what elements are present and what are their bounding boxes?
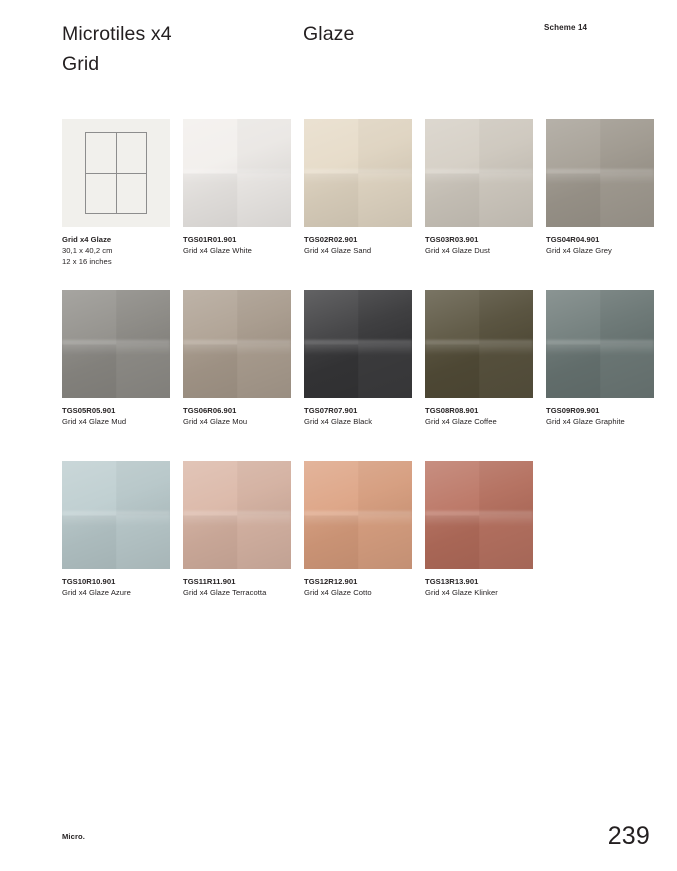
color-swatch xyxy=(304,290,412,398)
swatch-cell[interactable] xyxy=(546,290,654,428)
tile-quadrant xyxy=(359,119,413,173)
scheme-label: Scheme 14 xyxy=(544,23,588,32)
swatch-description: Grid x4 Glaze Mou xyxy=(183,416,248,426)
tile-quadrants xyxy=(304,290,412,398)
swatch-cell[interactable] xyxy=(62,119,170,267)
tile-quadrants xyxy=(62,290,170,398)
tile-quadrant xyxy=(304,461,358,515)
tile-quadrants xyxy=(183,461,291,569)
swatch-code: TGS02R02.901 xyxy=(304,235,358,244)
tile-quadrant xyxy=(480,290,534,344)
color-swatch xyxy=(304,461,412,569)
color-swatch xyxy=(546,290,654,398)
tile-quadrant xyxy=(183,290,237,344)
tile-quadrant xyxy=(183,174,237,228)
tile-quadrant xyxy=(480,461,534,515)
tile-quadrant xyxy=(62,290,116,344)
tile-quadrants xyxy=(425,119,533,227)
tile-quadrants xyxy=(546,119,654,227)
swatch-description: Grid x4 Glaze Klinker xyxy=(425,587,498,597)
tile-quadrant xyxy=(238,461,292,515)
tile-quadrant xyxy=(117,290,171,344)
swatch-caption xyxy=(62,406,192,428)
swatch-description: Grid x4 Glaze Coffee xyxy=(425,416,497,426)
tile-quadrant xyxy=(425,290,479,344)
tile-quadrants xyxy=(183,119,291,227)
tile-quadrant xyxy=(480,174,534,228)
color-swatch xyxy=(183,290,291,398)
page-header xyxy=(0,0,677,100)
tile-quadrant xyxy=(183,461,237,515)
tile-quadrant xyxy=(601,119,655,173)
swatch-row xyxy=(62,461,662,632)
color-swatch xyxy=(546,119,654,227)
page-title-line2: Grid xyxy=(62,52,100,75)
tile-quadrant xyxy=(546,345,600,399)
swatch-code: TGS01R01.901 xyxy=(183,235,237,244)
tile-quadrant xyxy=(304,174,358,228)
swatch-cell[interactable] xyxy=(62,461,170,599)
swatch-description-secondary: 12 x 16 inches xyxy=(62,256,112,266)
grid-tile-diagram xyxy=(62,119,170,227)
tile-quadrant xyxy=(425,516,479,570)
tile-quadrant xyxy=(359,290,413,344)
tile-quadrant xyxy=(425,461,479,515)
tile-quadrant xyxy=(546,174,600,228)
tile-quadrant xyxy=(425,119,479,173)
tile-quadrant xyxy=(425,174,479,228)
page-number: 239 xyxy=(607,822,650,850)
swatch-caption xyxy=(62,577,192,599)
swatch-caption xyxy=(304,577,434,599)
tile-quadrant xyxy=(546,119,600,173)
tile-quadrants xyxy=(304,461,412,569)
swatch-code: TGS11R11.901 xyxy=(183,577,236,586)
tile-quadrant xyxy=(359,345,413,399)
swatch-cell[interactable] xyxy=(304,290,412,428)
swatch-description: Grid x4 Glaze Sand xyxy=(304,245,372,255)
tile-quadrant xyxy=(238,119,292,173)
swatch-description: Grid x4 Glaze Azure xyxy=(62,587,131,597)
swatch-caption xyxy=(183,406,313,428)
tile-quadrant xyxy=(601,345,655,399)
swatch-code: TGS10R10.901 xyxy=(62,577,116,586)
swatch-cell[interactable] xyxy=(304,461,412,599)
tile-quadrant xyxy=(359,461,413,515)
swatch-cell[interactable] xyxy=(546,119,654,257)
tile-quadrants xyxy=(183,290,291,398)
swatch-code: TGS08R08.901 xyxy=(425,406,479,415)
swatch-cell[interactable] xyxy=(62,290,170,428)
page-title-line1: Microtiles x4 xyxy=(62,23,172,45)
swatch-caption xyxy=(304,406,434,428)
swatch-code: TGS06R06.901 xyxy=(183,406,237,415)
swatch-caption xyxy=(425,235,555,257)
swatch-description: Grid x4 Glaze Cotto xyxy=(304,587,372,597)
tile-quadrants xyxy=(425,290,533,398)
color-swatch xyxy=(425,461,533,569)
swatch-row xyxy=(62,119,662,290)
tile-quadrant xyxy=(480,119,534,173)
tile-quadrant xyxy=(304,516,358,570)
tile-quadrant xyxy=(359,174,413,228)
swatch-row xyxy=(62,290,662,461)
color-swatch xyxy=(183,119,291,227)
swatch-cell[interactable] xyxy=(183,119,291,257)
swatch-cell[interactable] xyxy=(304,119,412,257)
swatch-caption xyxy=(425,577,555,599)
tile-quadrant xyxy=(546,290,600,344)
swatch-code: TGS09R09.901 xyxy=(546,406,600,415)
swatch-description: Grid x4 Glaze Grey xyxy=(546,245,612,255)
tile-quadrant xyxy=(117,345,171,399)
swatch-description: Grid x4 Glaze Graphite xyxy=(546,416,625,426)
tile-quadrant xyxy=(183,516,237,570)
swatch-caption xyxy=(183,577,313,599)
swatch-caption xyxy=(183,235,313,257)
swatch-code: TGS05R05.901 xyxy=(62,406,116,415)
swatch-code: TGS13R13.901 xyxy=(425,577,479,586)
tile-quadrant xyxy=(238,345,292,399)
tile-quadrant xyxy=(304,345,358,399)
tile-quadrants xyxy=(304,119,412,227)
swatch-cell[interactable] xyxy=(425,461,533,599)
swatch-caption xyxy=(425,406,555,428)
tile-quadrant xyxy=(62,461,116,515)
color-swatch xyxy=(304,119,412,227)
swatch-caption xyxy=(62,235,192,267)
footer-brand: Micro. xyxy=(62,832,85,841)
swatch-description: Grid x4 Glaze Dust xyxy=(425,245,491,255)
swatch-code: TGS07R07.901 xyxy=(304,406,358,415)
tile-quadrant xyxy=(359,516,413,570)
swatch-code: Grid x4 Glaze xyxy=(62,235,112,244)
tile-quadrant xyxy=(238,174,292,228)
swatch-description: Grid x4 Glaze Terracotta xyxy=(183,587,267,597)
color-swatch xyxy=(62,290,170,398)
tile-quadrant xyxy=(62,516,116,570)
tile-quadrant xyxy=(425,345,479,399)
color-swatch xyxy=(62,461,170,569)
tile-quadrant xyxy=(601,174,655,228)
swatch-code: TGS12R12.901 xyxy=(304,577,358,586)
tile-outline xyxy=(85,132,147,214)
tile-quadrant xyxy=(183,119,237,173)
tile-quadrant xyxy=(480,345,534,399)
page-title xyxy=(62,20,292,79)
swatch-description: 30,1 x 40,2 cm xyxy=(62,245,113,255)
swatch-description: Grid x4 Glaze Mud xyxy=(62,416,127,426)
swatch-caption xyxy=(304,235,434,257)
swatch-grid xyxy=(62,119,662,632)
tile-quadrant xyxy=(238,516,292,570)
swatch-caption xyxy=(546,235,676,257)
tile-quadrants xyxy=(546,290,654,398)
swatch-caption xyxy=(546,406,676,428)
tile-quadrant xyxy=(601,290,655,344)
color-swatch xyxy=(425,119,533,227)
swatch-description: Grid x4 Glaze White xyxy=(183,245,252,255)
tile-quadrant xyxy=(238,290,292,344)
swatch-code: TGS04R04.901 xyxy=(546,235,600,244)
tile-quadrant xyxy=(183,345,237,399)
tile-quadrant xyxy=(304,119,358,173)
page-subtitle: Glaze xyxy=(303,23,355,45)
tile-quadrant xyxy=(117,461,171,515)
color-swatch xyxy=(425,290,533,398)
tile-quadrants xyxy=(62,461,170,569)
tile-quadrants xyxy=(425,461,533,569)
swatch-description: Grid x4 Glaze Black xyxy=(304,416,373,426)
tile-quadrant xyxy=(62,345,116,399)
swatch-cell[interactable] xyxy=(425,119,533,257)
swatch-cell[interactable] xyxy=(183,290,291,428)
color-swatch xyxy=(183,461,291,569)
swatch-cell[interactable] xyxy=(183,461,291,599)
tile-quadrant xyxy=(117,516,171,570)
swatch-cell[interactable] xyxy=(425,290,533,428)
swatch-code: TGS03R03.901 xyxy=(425,235,479,244)
tile-quadrant xyxy=(480,516,534,570)
tile-quadrant xyxy=(304,290,358,344)
